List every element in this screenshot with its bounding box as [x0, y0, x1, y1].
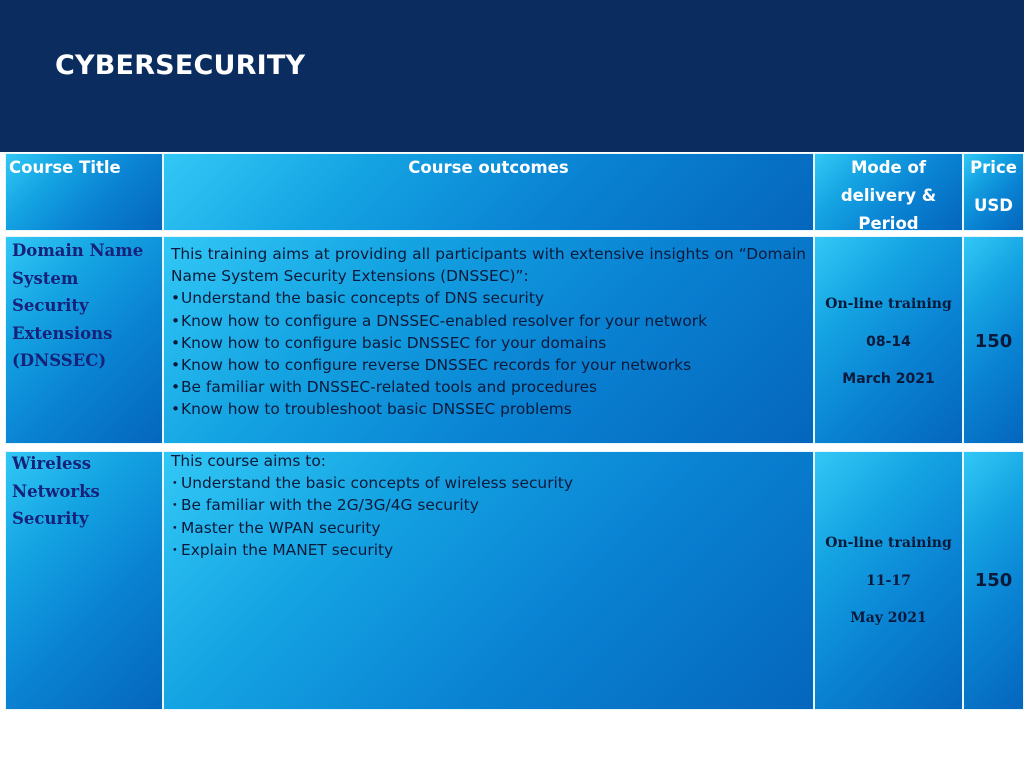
- bullet-text: Be familiar with the 2G/3G/4G security: [181, 496, 479, 515]
- row-wireless-mode: On-line training: [825, 535, 952, 551]
- row-wireless-mode-cell: [814, 451, 963, 710]
- row-dnssec-intro: This training aims at providing all participants with extensive insights on “Domain Name System Security Extensions (DNSSEC)”:: [171, 245, 806, 286]
- row-dnssec-title-line: Domain Name: [12, 241, 144, 260]
- list-item: [171, 517, 806, 539]
- header-price-line1: Price: [970, 158, 1017, 177]
- bullet-icon: •: [171, 333, 181, 352]
- bullet-icon: •: [171, 311, 181, 330]
- row-dnssec-title-line: Extensions: [12, 323, 113, 343]
- header-price-line2: USD: [974, 196, 1013, 215]
- row-dnssec-title-cell: [5, 236, 163, 444]
- row-wireless-title-line: Wireless: [12, 454, 92, 473]
- list-item: [171, 494, 806, 516]
- list-item: [171, 332, 806, 354]
- header-cell-course-outcomes: [163, 153, 814, 231]
- list-item: [171, 376, 806, 398]
- list-item: [171, 310, 806, 332]
- row-wireless-title: [12, 450, 162, 533]
- bullet-icon: ･: [171, 518, 179, 537]
- header-cell-course-title: [5, 153, 163, 231]
- header-course-title-label: Course Title: [9, 158, 121, 177]
- bullet-text: Know how to configure basic DNSSEC for your domains: [181, 333, 607, 352]
- row-wireless-title-line: Networks: [12, 481, 100, 501]
- row-dnssec-month: March 2021: [842, 371, 935, 387]
- bullet-icon: ･: [171, 540, 179, 559]
- row-wireless-price: 150: [974, 570, 1013, 591]
- row-dnssec-title-line: Security: [12, 296, 89, 315]
- header-cell-mode: [814, 153, 963, 231]
- row-dnssec-mode: On-line training: [825, 296, 952, 312]
- bullet-text: Understand the basic concepts of DNS security: [181, 289, 544, 308]
- bullet-icon: ･: [171, 474, 179, 493]
- list-item: [171, 354, 806, 376]
- row-dnssec-dates: 08-14: [866, 334, 911, 350]
- row-dnssec-price-cell: [963, 236, 1024, 444]
- bullet-icon: •: [171, 356, 181, 375]
- row-wireless-price-cell: [963, 451, 1024, 710]
- header-mode-line3: Period: [858, 214, 919, 231]
- header-cell-price: [963, 153, 1024, 231]
- bullet-text: Be familiar with DNSSEC-related tools and procedures: [181, 378, 598, 397]
- row-wireless-month: May 2021: [850, 610, 927, 626]
- row-dnssec-title: [12, 237, 162, 375]
- list-item: [171, 398, 806, 420]
- bullet-text: Explain the MANET security: [181, 540, 394, 559]
- row-wireless-bullet-list: [171, 472, 806, 561]
- row-dnssec-price: 150: [974, 331, 1013, 352]
- row-dnssec-outcomes-cell: [163, 236, 814, 444]
- row-dnssec-outcomes: [171, 243, 806, 421]
- page-title: CYBERSECURITY: [55, 50, 306, 81]
- row-dnssec-bullet-list: [171, 287, 806, 420]
- list-item: [171, 539, 806, 561]
- header-mode-line2: delivery &: [840, 186, 937, 205]
- list-item: [171, 287, 806, 309]
- row-wireless-dates: 11-17: [866, 573, 911, 589]
- header-course-outcomes-label: Course outcomes: [408, 158, 569, 177]
- bullet-text: Master the WPAN security: [181, 518, 381, 537]
- bullet-icon: ･: [171, 496, 179, 515]
- header-banner: [0, 0, 1024, 152]
- bullet-text: Know how to troubleshoot basic DNSSEC problems: [181, 400, 572, 419]
- row-wireless-outcomes: [171, 450, 806, 561]
- bullet-icon: •: [171, 378, 181, 397]
- row-dnssec-title-line: System: [12, 268, 79, 288]
- row-wireless-outcomes-cell: [163, 451, 814, 710]
- row-wireless-intro: This course aims to:: [171, 452, 326, 470]
- row-dnssec-mode-cell: [814, 236, 963, 444]
- bullet-text: Know how to configure a DNSSEC-enabled resolver for your network: [181, 311, 708, 330]
- row-dnssec-title-line: (DNSSEC): [12, 351, 107, 370]
- row-wireless-title-cell: [5, 451, 163, 710]
- bullet-text: Understand the basic concepts of wireless security: [181, 474, 573, 493]
- bullet-text: Know how to configure reverse DNSSEC records for your networks: [181, 356, 692, 375]
- header-mode-line1: Mode of: [850, 158, 926, 177]
- list-item: [171, 472, 806, 494]
- bullet-icon: •: [171, 400, 181, 419]
- bullet-icon: •: [171, 289, 181, 308]
- row-wireless-title-line: Security: [12, 509, 89, 528]
